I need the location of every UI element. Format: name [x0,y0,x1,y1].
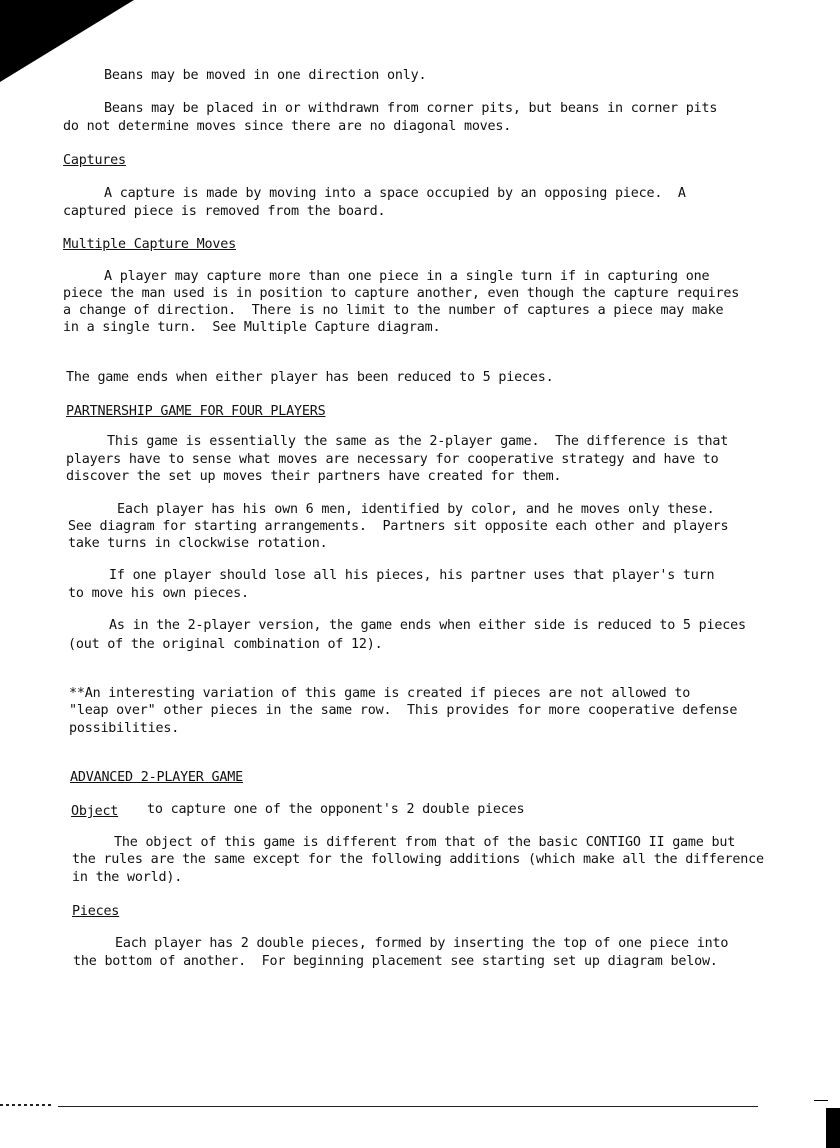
heading-advanced-game: ADVANCED 2-PLAYER GAME [70,770,243,785]
text-line: the rules are the same except for the following additions (which make all the difference [72,852,764,867]
text-line: possibilities. [69,721,180,736]
scan-artifact-line [0,1104,52,1106]
text-line: A player may capture more than one piece in a single turn if in capturing one [104,269,710,284]
text-line: See diagram for starting arrangements. Partners sit opposite each other and players [68,519,729,534]
text-line: discover the set up moves their partners have created for them. [66,469,562,484]
text-line: a change of direction. There is no limit to the number of captures a piece may make [63,303,724,318]
text-line: This game is essentially the same as the 2-player game. The difference is that [107,434,729,449]
heading-captures: Captures [63,153,126,168]
text-line: (out of the original combination of 12). [68,637,383,652]
text-line: in the world). [72,870,183,885]
text-line: Beans may be moved in one direction only. [104,68,427,83]
text-line: The object of this game is different from that of the basic CONTIGO II game but [114,835,736,850]
text-line: players have to sense what moves are necessary for cooperative strategy and have to [66,452,719,467]
text-line: Each player has his own 6 men, identified by color, and he moves only these. [117,502,715,517]
text-line: **An interesting variation of this game is created if pieces are not allowed to [69,686,691,701]
heading-pieces: Pieces [72,904,120,919]
heading-partnership-game: PARTNERSHIP GAME FOR FOUR PLAYERS [66,404,326,419]
scan-artifact-line [58,1106,758,1107]
text-line: do not determine moves since there are no diagonal moves. [63,119,512,134]
text-line: Beans may be placed in or withdrawn from corner pits, but beans in corner pits [104,101,718,116]
text-line: As in the 2-player version, the game ends when either side is reduced to 5 pieces [109,618,746,633]
heading-multiple-capture-moves: Multiple Capture Moves [63,237,236,252]
text-line: Each player has 2 double pieces, formed by inserting the top of one piece into [115,936,729,951]
text-line: to move his own pieces. [68,586,249,601]
text-line: A capture is made by moving into a space occupied by an opposing piece. A [104,186,686,201]
text-line: in a single turn. See Multiple Capture diagram. [63,320,441,335]
scan-edge-bar [826,1108,840,1148]
text-line: take turns in clockwise rotation. [68,536,328,551]
object-text: to capture one of the opponent's 2 double pieces [147,802,525,817]
heading-object: Object [71,804,119,819]
text-line: piece the man used is in position to capture another, even though the capture requires [63,286,740,301]
scan-artifact-tick [814,1100,828,1101]
text-line: captured piece is removed from the board. [63,204,386,219]
text-line: "leap over" other pieces in the same row. This provides for more cooperative defense [69,703,738,718]
text-line: The game ends when either player has been reduced to 5 pieces. [66,370,554,385]
text-line: the bottom of another. For beginning placement see starting set up diagram below. [73,954,718,969]
text-line: If one player should lose all his pieces, his partner uses that player's turn [109,568,715,583]
